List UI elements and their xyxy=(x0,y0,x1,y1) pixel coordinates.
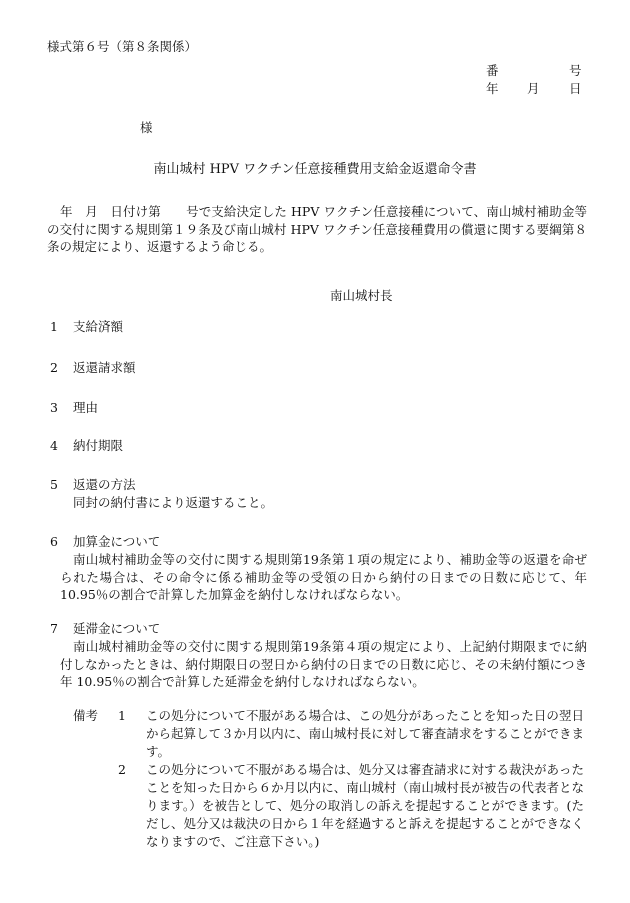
item-body: 南山城村補助金等の交付に関する規則第19条第１項の規定により、補助金等の返還を命ぜられた場合は、その命令に係る補助金等の受領の日から納付の日までの日数に応じて、年 10.95％の割合で計算した加算金を納付しなければならない。 xyxy=(60,552,587,602)
item-number: 1 xyxy=(50,319,58,334)
item-title: 理由 xyxy=(73,400,99,415)
addressee-suffix: 様 xyxy=(140,120,153,135)
item-body: 南山城村補助金等の交付に関する規則第19条第４項の規定により、上記納付期限までに納付しなかったときは、納付期限日の翌日から納付の日までの日数に応じ、その未納付額につき年 10.95％の割合で計算した延滞金を納付しなければならない。 xyxy=(60,639,587,689)
item-title: 返還の方法 xyxy=(73,477,136,492)
ref-hi: 日 xyxy=(569,81,582,96)
remarks-label: 備考 xyxy=(73,708,99,723)
form-id: 様式第６号（第８条関係） xyxy=(47,39,198,54)
item-title: 納付期限 xyxy=(73,438,124,453)
note-text: この処分について不服がある場合は、この処分があったことを知った日の翌日から起算して３か月以内に、南山城村長に対して審査請求をすることができます。 xyxy=(146,708,584,759)
issuer: 南山城村長 xyxy=(330,288,393,303)
item-number: 7 xyxy=(50,621,58,636)
note-number: 2 xyxy=(118,762,126,777)
item-number: 3 xyxy=(50,400,58,415)
ref-go: 号 xyxy=(569,63,582,78)
document-title: 南山城村 HPV ワクチン任意接種費用支給金返還命令書 xyxy=(153,162,477,177)
item-title: 加算金について xyxy=(73,534,161,549)
item-number: 5 xyxy=(50,477,58,492)
intro-paragraph: 年 月 日付け第 号で支給決定した HPV ワクチン任意接種について、南山城村補助金等の交付に関する規則第１９条及び南山城村 HPV ワクチン任意接種費用の償還に関する要綱第８条の規定により、返還するよう命じる。 xyxy=(47,204,587,254)
ref-tsuki: 月 xyxy=(527,81,540,96)
item-number: 4 xyxy=(50,438,58,453)
item-title: 延滞金について xyxy=(73,621,161,636)
item-title: 返還請求額 xyxy=(73,360,136,375)
ref-ban: 番 xyxy=(486,63,499,78)
item-title: 支給済額 xyxy=(73,319,124,334)
note-text: この処分について不服がある場合は、処分又は審査請求に対する裁決があったことを知った日から６か月以内に、南山城村（南山城村長が被告の代表者となります。）を被告として、処分の取消しの訴えを提起することができます。(ただし、処分又は裁決の日から１年を経過すると訴えを提起することができなくなりますので、ご注意下さい。) xyxy=(146,762,584,849)
note-number: 1 xyxy=(118,708,126,723)
item-number: 2 xyxy=(50,360,58,375)
item-body: 同封の納付書により返還すること。 xyxy=(73,495,274,510)
ref-nen: 年 xyxy=(486,81,499,96)
item-number: 6 xyxy=(50,534,58,549)
